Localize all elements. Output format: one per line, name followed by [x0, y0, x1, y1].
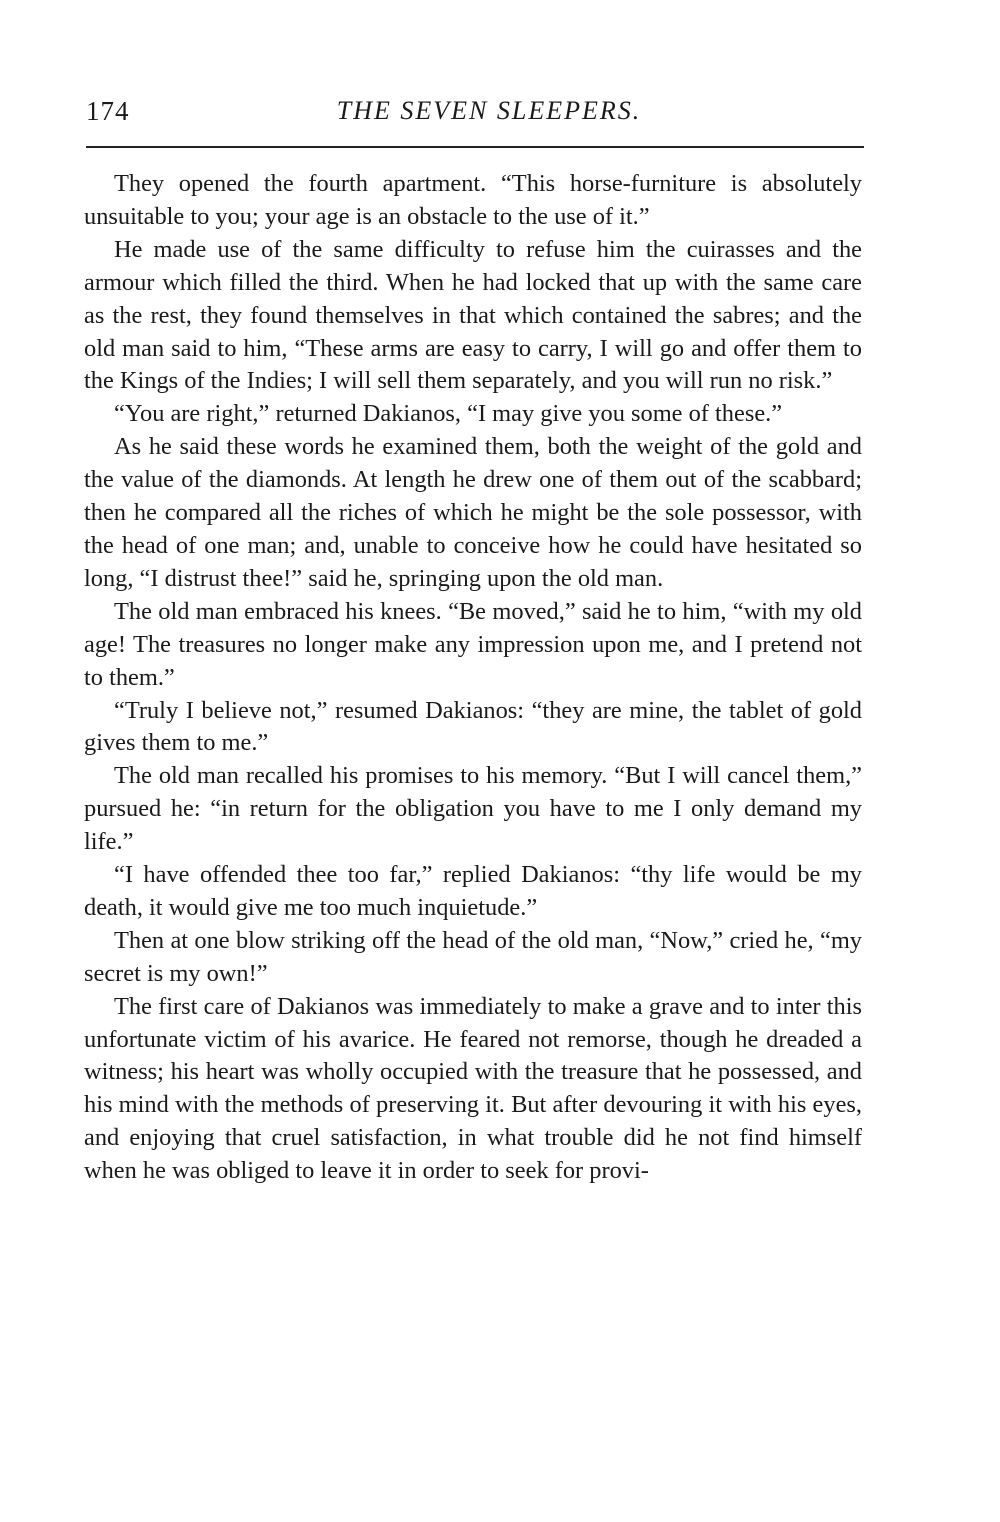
paragraph: “Truly I believe not,” resumed Dakianos: “they are mine, the tablet of gold gives them to me.”	[84, 696, 862, 757]
header-rule	[86, 146, 864, 148]
paragraph: As he said these words he examined them, both the weight of the gold and the value of the diamonds. At length he drew one of them out of the scabbard; then he compared all the riches of which he might be the sole possessor, with the head of one man; and, unable to conceive how he could have hesitated so long, “I distrust thee!” said he, springing upon the old man.	[84, 433, 862, 592]
paragraph: They opened the fourth apartment. “This horse-furniture is absolutely unsuitable to you; your age is an obstacle to the use of it.”	[84, 170, 862, 230]
page-number: 174	[86, 96, 130, 126]
paragraph: “I have offended thee too far,” replied Dakianos: “thy life would be my death, it would give me too much inquietude.”	[84, 861, 862, 921]
paragraph: Then at one blow striking off the head of the old man, “Now,” cried he, “my secret is my own!”	[84, 926, 862, 987]
paragraph: The old man recalled his promises to his memory. “But I will cancel them,” pursued he: “in return for the obligation you have to me I only demand my life.”	[84, 762, 862, 856]
running-title: THE SEVEN SLEEPERS.	[336, 96, 642, 125]
paragraph: He made use of the same difficulty to refuse him the cuirasses and the armour which filled the third. When he had locked that up with the same care as the rest, they found themselves in that which contained the sabres; and the old man said to him, “These arms are easy to carry, I will go and offer them to the Kings of the Indies; I will sell them separately, and you will run no risk.”	[84, 235, 862, 395]
paragraph: The old man embraced his knees. “Be moved,” said he to him, “with my old age! The treasures no longer make any impression upon me, and I pretend not to them.”	[84, 597, 862, 691]
paragraph: “You are right,” returned Dakianos, “I may give you some of these.”	[114, 400, 783, 428]
running-head	[86, 96, 862, 136]
body-text	[84, 168, 862, 1188]
paragraph: The first care of Dakianos was immediately to make a grave and to inter this unfortunate victim of his avarice. He feared not remorse, though he dreaded a witness; his heart was wholly occupied with the treasure that he possessed, and his mind with the methods of preserving it. But after devouring it with his eyes, and enjoying that cruel satisfaction, in what trouble did he not find himself when he was obliged to leave it in order to seek for provi-	[84, 992, 862, 1185]
